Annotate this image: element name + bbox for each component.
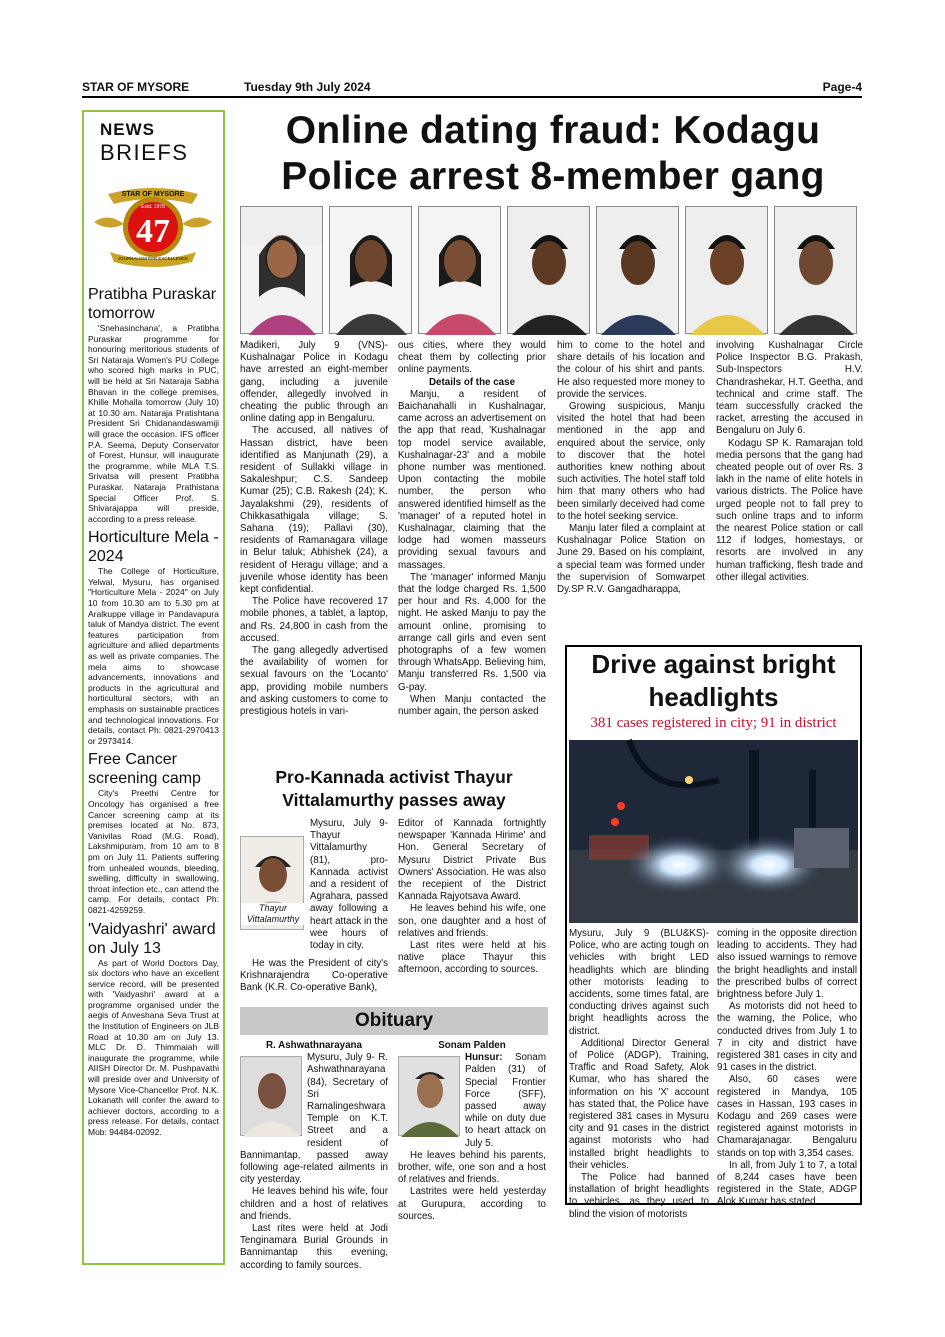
brief-body: The College of Horticulture, Yelwal, Mysuru, has organised "Horticulture Mela - 2024" on July 10 from 10.30 am to 5.30 pm at Aralkuppe village in Pandavapura taluk of Mandya district. The event features participation from agriculture and allied departments as well as private companies. The mela aims to showcase advancements, innovations and products in the agricultural and horticultural sectors, with an emphasis on sustainable practices and technological innovations. For details, contact Ph: 0821-2970413 or 2973414. (88, 566, 219, 746)
photo-caption: Thayur Vittalamurthy (241, 903, 305, 925)
obituary-col-2 (398, 1040, 546, 1270)
main-headline: Online dating fraud: Kodagu Police arrest 8-member gang (281, 109, 825, 198)
news-briefs-title-top: NEWS (100, 120, 155, 139)
deceased-name: R. Ashwathnarayana (265, 1040, 362, 1051)
headlights-col-1 (569, 928, 709, 1220)
story-para: The gang allegedly advertised the availability of women for sexual favours on the 'Locanto' app, providing mobile numbers and asking customers to come to prestigious hotels in vari- (240, 645, 388, 718)
story-para: Mysuru, July 9- R. Ashwathnarayana (84), Secretary of Sri Ramalingeshwara Temple on K.T. Street and a resident of Bannimantap, passed away following age-related ailments in city yesterday. (240, 1052, 388, 1186)
sonam-palden-photo (398, 1056, 460, 1136)
story-para: Last rites were held at his native place Thayur this afternoon, according to sources. (398, 940, 546, 976)
vittal-text-b (240, 958, 388, 1000)
brief-heading: Horticulture Mela - 2024 (88, 529, 219, 566)
story-para: Mysuru, July 9- Thayur Vittalamurthy (81), pro-Kannada activist and a resident of Agrahara, passed away following a heart attack in the wee hours of today in city. (310, 818, 388, 952)
story-para: The Police have recovered 17 mobile phones, a tablet, a laptop, and Rs. 24,800 in cash from the accused. (240, 596, 388, 644)
sonam-palden-portrait (399, 1057, 461, 1137)
story-para: When Manju contacted the number again, the person asked (398, 693, 546, 718)
accused-photos (240, 206, 860, 334)
story-para: involving Kushalnagar Circle Police Inspector B.G. Prakash, Sub-Inspectors H.V. Chandrashekar, H.T. Geetha, and technical and crime staff. The team successfully cracked the racket, arresting the accused in Bengaluru on July 6. (716, 340, 863, 437)
accused-photo (596, 206, 679, 334)
accused-photo (685, 206, 768, 334)
ashwathnarayana-portrait (241, 1057, 303, 1137)
header-rule (82, 96, 862, 98)
story-para: In all, from July 1 to 7, a total of 8,244 cases have been registered in the State, ADGP Alok Kumar has stated. (717, 1159, 857, 1208)
paper-name: STAR OF MYSORE (82, 80, 190, 94)
story-para: He leaves behind his wife, one son, one daughter and a host of relatives and friends. (398, 903, 546, 939)
story-para: The accused, all natives of Hassan district, have been identified as Manjunath (29), a resident of Sullakki village in Sakaleshpur; C.S. Sandeep Kumar (25); C.B. Rakesh (24); K. Jayalakshmi (29), residents of Chikkasathigala village; S. Sahana (19); Pallavi (30), residents of Ramanagara village in Belur taluk; Abhishek (24), a resident of Heragu village; and a juvenile whose identity has been kept confidential. (240, 425, 388, 596)
accused-portrait (419, 207, 502, 335)
story-para: As motorists did not heed to the warning, the Police, who conducted drives from July 1 to 7 in city and district have registered 381 cases in city and 91 cases in the district. (717, 1001, 857, 1074)
dateline: Hunsur: (465, 1052, 503, 1064)
logo-year-text: Estd. 1978 (141, 204, 165, 210)
main-story-col-1 (240, 340, 388, 760)
accused-photo (774, 206, 857, 334)
obituary-banner: Obituary (240, 1007, 548, 1035)
headlights-col-2 (717, 928, 857, 1208)
deceased-name: Sonam Palden (438, 1040, 506, 1051)
brief-body: 'Snehasinchana', a Pratibha Puraskar programme for honouring meritorious students of Sri Nataraja Women's PU College who scored high marks in PUC, will be held at Sri Nataraja Sabha Bhavan in the college premises, Khille Mohalla tomorrow (July 10) at 10.30 am. Nataraja Pratishtana President Sri Chidanandaswamiji will grace the occasion. IFS officer P.A. Seema, Deputy Conservator of Forest, Hunsur, will inaugurate the programme, while MLA T.S. Srivatsa will present Pratibha Puraskar. Nataraja Prathistana Special Officer Prof. S. Shivarajappa will preside, according to a press release. (88, 323, 219, 524)
story-subhead: Details of the case (428, 376, 516, 388)
page-number: Page-4 (822, 80, 862, 94)
headlights-subhead: 381 cases registered in city; 91 in district (590, 715, 837, 731)
brief-heading: 'Vaidyashri' award on July 13 (88, 920, 216, 957)
story-para: Kodagu SP K. Ramarajan told media persons that the gang had cheated people out of over Rs. 3 lakh in the name of elite hotels in various districts. The Police have urged people not to fall prey to such online traps and to inform the nearest Police station or call 112 if lodges, homestays, or resorts are involved in any human trafficking, flesh trade and other illegal activities. (716, 437, 863, 583)
headlights-headline: Drive against bright headlights (591, 649, 836, 712)
story-para: The Police had banned installation of bright headlights to vehicles, as they used to blind the vision of motorists (569, 1172, 709, 1220)
accused-photo (329, 206, 412, 334)
accused-portrait (775, 207, 858, 335)
brief-body: As part of World Doctors Day, six doctors who have an excellent service record, will be presented with 'Vaidyashri' award at a programme organised under the aegis of Anveshana Seva Trust at the Institution of Engineers on JLB Road at 10.30 am on July 13. MLC Dr. D. Thimmaiah will inaugurate the programme, while AIISH Director Dr. M. Pushpavathi will preside over and University of Mysore Vice-Chancellor Prof. N.K. Lokanath will confer the award to achiever doctors, according to a press release. For details, contact Mob: 94484-02092. (88, 957, 219, 1137)
story-para: Growing suspicious, Manju visited the hotel that had been mentioned in the app and enquired about the service, only to discover that the hotel authorities knew nothing about such activities. The hotel staff told him that many others who had been similarly deceived had come to the hotel seeking service. (557, 401, 705, 522)
news-briefs-title-bottom: BRIEFS (100, 140, 189, 165)
story-para: He was the President of city's Krishnarajendra Co-operative Bank (K.R. Co-operative Bank), (240, 958, 388, 994)
obituary-headline: Pro-Kannada activist Thayur Vittalamurthy passes away (275, 767, 513, 810)
accused-photo (418, 206, 501, 334)
story-para: coming in the opposite direction leading to accidents. They had also issued warnings to remove the bright headlights and install the prescribed bulbs of correct brightness before July 1. (717, 928, 857, 1001)
headlights-photo (569, 740, 858, 923)
accused-photo (240, 206, 323, 334)
story-para: Editor of Kannada fortnightly newspaper 'Kannada Hirime' and Hon. General Secretary of Mysuru District Private Bus Owners' Association. He was also the recepient of the District Kannada Rajyotsava Award. (398, 818, 546, 903)
anniversary-logo (88, 172, 218, 272)
story-para: Additional Director General of Police (ADGP), Training, Traffic and Road Safety, Alok Kumar, who has shared the information on his 'X' account has stated that, the Police have registered 381 cases in Mysuru city and 91 cases in the district against motorists who had installed bright headlights to their vehicles. (569, 1037, 709, 1171)
accused-photo (507, 206, 590, 334)
story-para: Manju later filed a complaint at Kushalnagar Police Station on June 29. Based on his complaint, a special team was formed under the supervision of Somwarpet Dy.SP R.V. Gangadharappa, (557, 523, 705, 596)
story-para: Also, 60 cases were registered in Mandya, 105 cases in Hassan, 193 cases in Kodagu and 269 cases were registered against motorists in Chamarajanagar. Bengaluru stands on top with 3,354 cases. (717, 1074, 857, 1159)
story-para: Mysuru, July 9 (BLU&KS)- Police, who are acting tough on vehicles with bright LED headlights which are blinding other motorists leading to accidents, some times fatal, are conducting drives against such bright headlights across the district. (569, 928, 709, 1037)
accused-portrait (597, 207, 680, 335)
issue-date: Tuesday 9th July 2024 (244, 80, 371, 94)
vittal-text-a (310, 818, 388, 958)
obituary-col-1 (240, 1040, 388, 1270)
page-header (82, 80, 862, 96)
main-story-col-3 (557, 340, 705, 635)
vittalamurthy-photo (240, 836, 304, 930)
main-story-col-2 (398, 340, 546, 760)
accused-portrait (330, 207, 413, 335)
brief-heading: Free Cancer screening camp (88, 751, 201, 788)
story-para: Madikeri, July 9 (VNS)- Kushalnagar Police in Kodagu have arrested an eight-member gang, including a juvenile offender, allegedly involved in cheating the public through an online dating app in Bengaluru. (240, 340, 388, 425)
story-para: Lastrites were held yesterday at Gurupura, according to sources. (398, 1186, 546, 1222)
story-para: him to come to the hotel and share details of his location and the colour of his shirt and pants. He also requested more money to provide the services. (557, 340, 705, 400)
story-para: He leaves behind his parents, brother, wife, one son and a host of relatives and friends. (398, 1149, 546, 1186)
vittal-text-c (398, 818, 546, 1000)
accused-portrait (686, 207, 769, 335)
news-briefs-sidebar (82, 110, 225, 1265)
accused-portrait (508, 207, 591, 335)
story-para: He leaves behind his wife, four children and a host of relatives and friends. (240, 1186, 388, 1222)
story-para: ous cities, where they would cheat them by collecting prior online payments. (398, 340, 546, 376)
accused-portrait (241, 207, 324, 335)
logo-number-text: 47 (136, 213, 170, 250)
story-para: Last rites were held at Jodi Tenginamara Burial Grounds in Bannimantap this evening, according to family sources. (240, 1223, 388, 1271)
story-para: Manju, a resident of Baichanahalli in Kushalnagar, came across an advertisement on the app that read, 'Kushalnagar top model service available, Kushalnagar-23' and a mobile phone number was mentioned. Upon contacting the mobile number, the person who answered identified himself as the 'manager' of a reputed hotel in Kushalnagar, claiming that the lodge had women masseurs providing sexual favours and massages. (398, 388, 546, 571)
main-story-col-4 (716, 340, 863, 635)
brief-heading: Pratibha Puraskar tomorrow (88, 286, 217, 322)
story-text: Sonam Palden (31) of Special Frontier Force (SFF), passed away while on duty due to heart attack on July 5. (465, 1052, 546, 1149)
story-para: The 'manager' informed Manju that the lodge charged Rs. 1,500 per hour and Rs. 4,000 for the night. He asked Manju to pay the amount online, promising to arrange call girls and even sent photographs of a few women through WhatsApp. Believing him, Manju transferred Rs. 1,500 via G-pay. (398, 571, 546, 693)
ashwathnarayana-photo (240, 1056, 302, 1136)
logo-top-text: STAR OF MYSORE (121, 191, 185, 198)
logo-motto-text: JOURNALISM PAR EXCELLENCE (117, 256, 189, 261)
brief-body: City's Preethi Centre for Oncology has organised a free Cancer screening camp at its premises located at No. 873, Vanivilas Road (M.G. Road), Lakshmipuram, from 10 am to 8 pm on July 11. Patients suffering from unhealed wounds, bleeding, swelling, difficulty in swallowing, throat infection etc., can attend the camp. For details, contact Ph: 0821-4259259. (88, 788, 219, 915)
